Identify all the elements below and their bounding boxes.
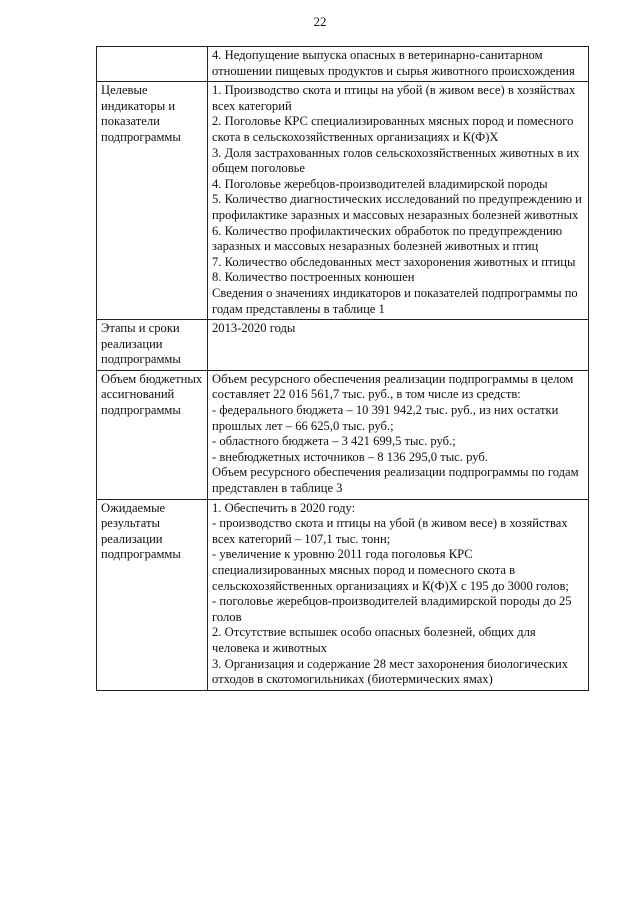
content-line: 2. Поголовье КРС специализированных мясных пород и помесного скота в сельскохозяйственных организациях и К(Ф)Х xyxy=(212,114,574,144)
table-row xyxy=(97,499,589,690)
row-content xyxy=(208,82,589,320)
row-label xyxy=(97,47,208,82)
content-line: 1. Обеспечить в 2020 году: xyxy=(212,500,356,515)
row-label: Этапы и сроки реализации подпрограммы xyxy=(97,320,208,371)
content-line: - производство скота и птицы на убой (в живом весе) в хозяйствах всех категорий – 107,1 тыс. тонн; xyxy=(212,516,568,546)
content-line: 3. Доля застрахованных голов сельскохозяйственных животных в их общем поголовье xyxy=(212,145,580,176)
content-line: 8. Количество построенных конюшен xyxy=(212,270,415,285)
row-label: Целевые индикаторы и показатели подпрограммы xyxy=(97,82,208,320)
content-line: 4. Поголовье жеребцов-производителей владимирской породы xyxy=(212,176,548,191)
content-line: - поголовье жеребцов-производителей владимирской породы до 25 голов xyxy=(212,594,572,624)
content-line: 4. Недопущение выпуска опасных в ветеринарно-санитарном отношении пищевых продуктов и сырья животного происхождения xyxy=(212,48,575,78)
table-row xyxy=(97,47,589,82)
row-content xyxy=(208,47,589,82)
row-content xyxy=(208,499,589,690)
subprogram-passport-table xyxy=(96,46,589,691)
content-line: 7. Количество обследованных мест захоронения животных и птицы xyxy=(212,254,576,269)
content-line: Объем ресурсного обеспечения реализации подпрограммы по годам представлен в таблице 3 xyxy=(212,465,579,496)
content-line: 3. Организация и содержание 28 мест захоронения биологических отходов в скотомогильниках (биотермических ямах) xyxy=(212,656,569,687)
content-line: 2. Отсутствие вспышек особо опасных болезней, общих для человека и животных xyxy=(212,625,536,655)
content-line: 5. Количество диагностических исследований по предупреждению и профилактике заразных и массовых незаразных болезней животных xyxy=(212,192,582,222)
row-label: Объем бюджетных ассигнований подпрограммы xyxy=(97,370,208,499)
content-line: - увеличение к уровню 2011 года поголовья КРС специализированных мясных пород и помесного скота в сельскохозяйственных организациях и К(Ф)Х с 195 до 3000 голов; xyxy=(212,547,569,593)
content-line: 1. Производство скота и птицы на убой (в живом весе) в хозяйствах всех категорий xyxy=(212,83,576,113)
table-row xyxy=(97,82,589,320)
row-label: Ожидаемые результаты реализации подпрограммы xyxy=(97,499,208,690)
content-line: Объем ресурсного обеспечения реализации подпрограммы в целом составляет 22 016 561,7 тыс. руб., в том числе из средств: xyxy=(212,371,574,402)
content-line: - федерального бюджета – 10 391 942,2 тыс. руб., из них остатки прошлых лет – 66 625,0 тыс. руб.; xyxy=(212,403,559,433)
content-line: Сведения о значениях индикаторов и показателей подпрограммы по годам представлены в таблице 1 xyxy=(212,285,578,316)
table-row xyxy=(97,320,589,371)
page-number: 22 xyxy=(313,14,327,29)
content-line: 2013-2020 годы xyxy=(212,321,296,336)
content-line: - областного бюджета – 3 421 699,5 тыс. руб.; xyxy=(212,434,456,449)
content-line: - внебюджетных источников – 8 136 295,0 тыс. руб. xyxy=(212,449,488,464)
row-content xyxy=(208,370,589,499)
row-content xyxy=(208,320,589,371)
content-line: 6. Количество профилактических обработок по предупреждению заразных и массовых незаразных болезней животных и птиц xyxy=(212,223,563,254)
table-row xyxy=(97,370,589,499)
